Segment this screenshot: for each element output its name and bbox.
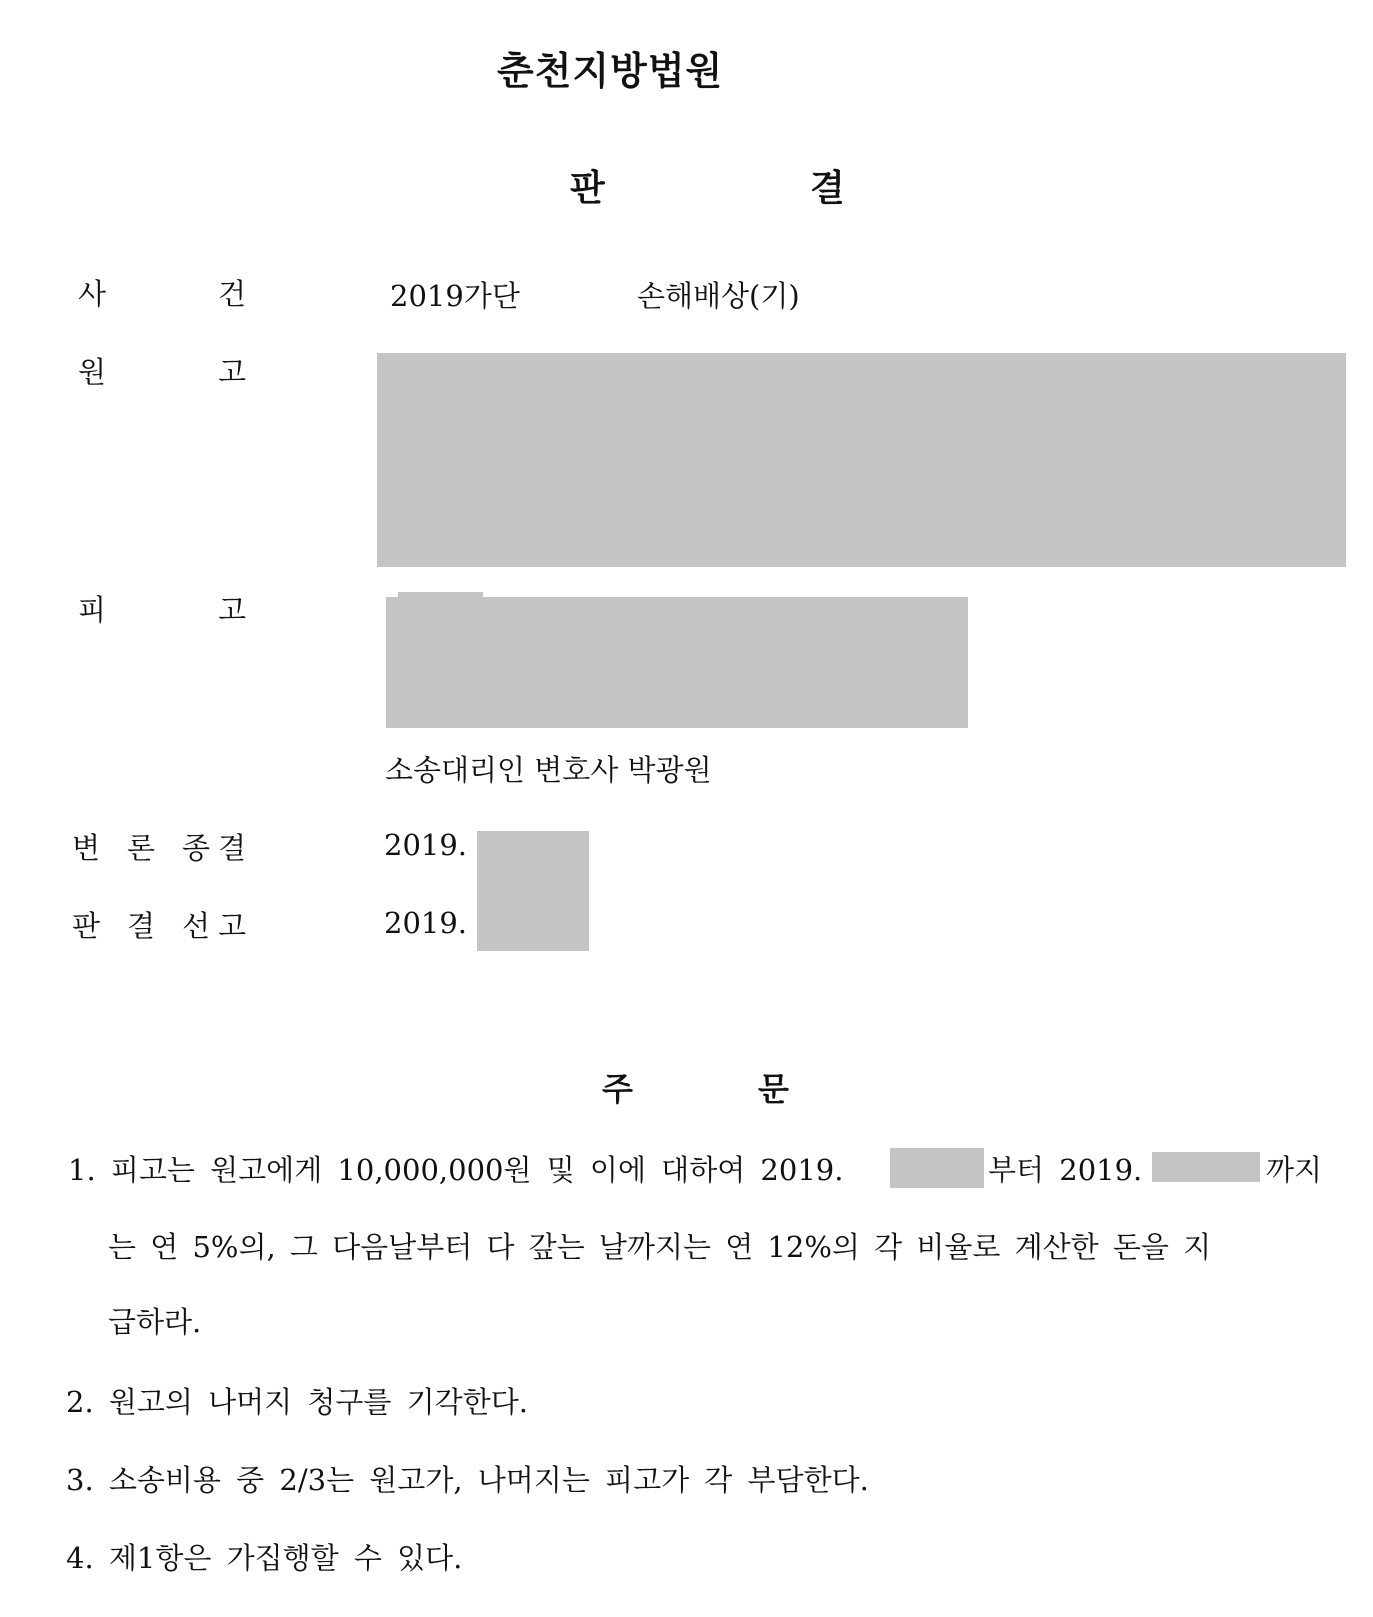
order-1-line-2: 는 연 5%의, 그 다음날부터 다 갚는 날까지는 연 12%의 각 비율로 계산한 돈을 지 <box>108 1230 1212 1264</box>
order-3: 3. 소송비용 중 2/3는 원고가, 나머지는 피고가 각 부담한다. <box>66 1463 869 1497</box>
order-4: 4. 제1항은 가집행할 수 있다. <box>66 1541 463 1575</box>
order-heading-char-1: 주 <box>602 1070 633 1108</box>
order-1-line-1b: 부터 2019. <box>988 1153 1143 1187</box>
closing-label-2: 론 <box>127 831 156 865</box>
closing-label-1: 변 <box>72 831 101 865</box>
order-1-redaction-2 <box>1152 1152 1260 1182</box>
plaintiff-label-2: 고 <box>218 355 247 389</box>
doc-title-char-1: 판 <box>570 168 605 209</box>
sentencing-label-4: 고 <box>218 909 247 943</box>
case-number: 2019가단 <box>390 279 520 313</box>
defendant-counsel: 소송대리인 변호사 박광원 <box>385 753 712 787</box>
doc-title-char-2: 결 <box>810 168 845 209</box>
case-name: 손해배상(기) <box>637 279 800 313</box>
order-2: 2. 원고의 나머지 청구를 기각한다. <box>66 1385 528 1419</box>
sentencing-label-2: 결 <box>127 909 156 943</box>
court-name: 춘천지방법원 <box>497 49 724 93</box>
plaintiff-redaction <box>377 353 1346 567</box>
date-redaction <box>477 831 589 951</box>
sentencing-date: 2019. <box>384 906 468 940</box>
defendant-label-2: 고 <box>218 593 247 627</box>
sentencing-label-1: 판 <box>72 909 101 943</box>
plaintiff-label-1: 원 <box>78 355 107 389</box>
order-1-line-1a: 1. 피고는 원고에게 10,000,000원 및 이에 대하여 2019. <box>68 1153 844 1187</box>
sentencing-label-3: 선 <box>182 909 211 943</box>
case-label-2: 건 <box>218 277 247 311</box>
defendant-label-1: 피 <box>78 593 107 627</box>
closing-label-4: 결 <box>218 831 247 865</box>
order-1-line-3: 급하라. <box>108 1305 202 1339</box>
closing-date: 2019. <box>384 828 468 862</box>
order-1-redaction-1 <box>890 1148 984 1188</box>
case-label-1: 사 <box>78 277 107 311</box>
defendant-redaction <box>386 597 968 728</box>
order-1-line-1c: 까지 <box>1266 1153 1323 1187</box>
order-heading-char-2: 문 <box>758 1070 789 1108</box>
closing-label-3: 종 <box>182 831 211 865</box>
